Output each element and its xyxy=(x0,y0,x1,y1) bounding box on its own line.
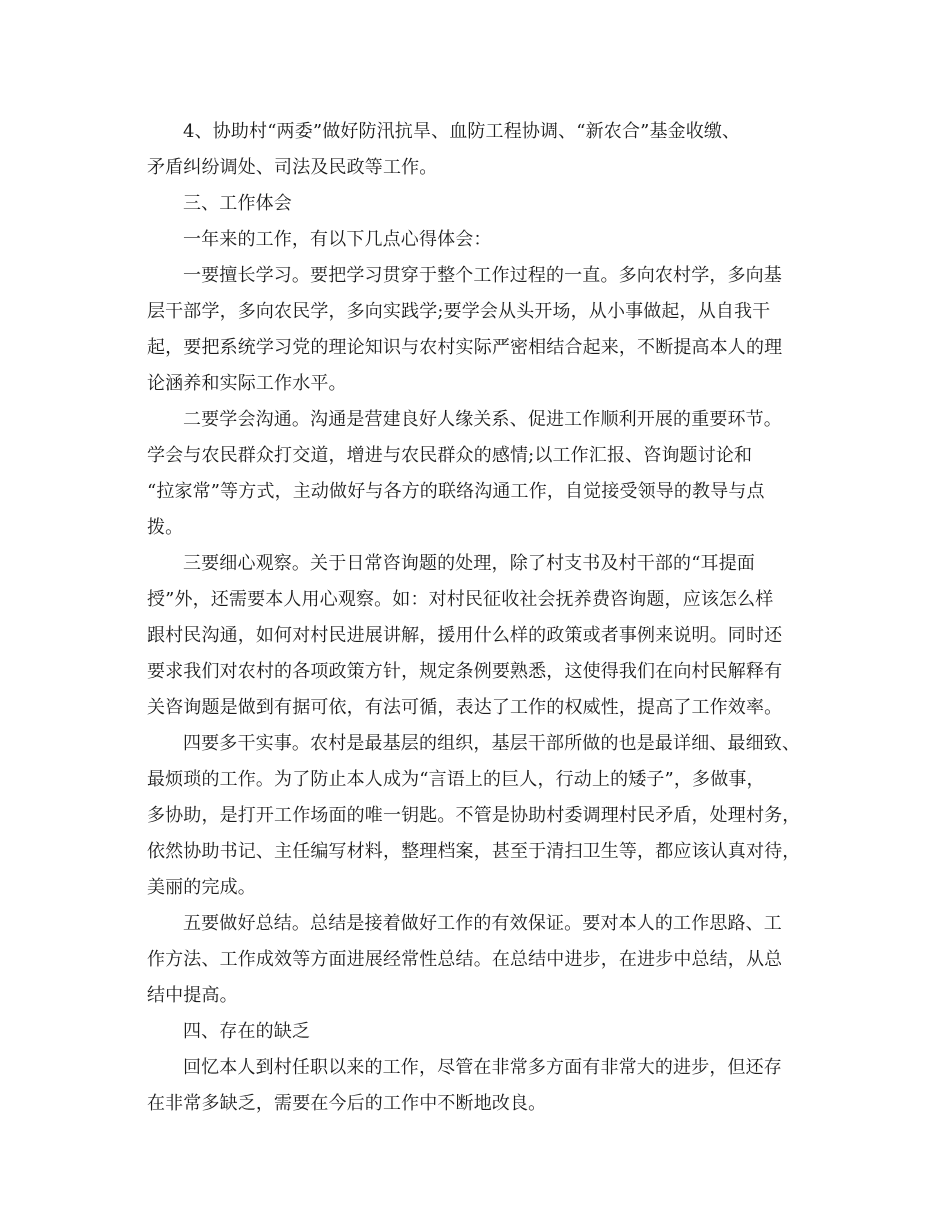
section-heading: 四、存在的缺乏 xyxy=(183,1021,311,1042)
paragraph-line: 论涵养和实际工作水平。 xyxy=(147,373,347,394)
paragraph-line: 美丽的完成。 xyxy=(147,877,256,898)
paragraph-line: 层干部学，多向农民学，多向实践学;要学会从头开场，从小事做起，从自我干 xyxy=(147,301,771,322)
paragraph-line: 依然协助书记、主任编写材料，整理档案，甚至于清扫卫生等，都应该认真对待， xyxy=(147,841,801,862)
paragraph-line: 最烦琐的工作。为了防止本人成为“言语上的巨人，行动上的矮子”，多做事， xyxy=(147,769,765,790)
paragraph-line: 关咨询题是做到有据可依，有法可循，表达了工作的权威性，提高了工作效率。 xyxy=(147,697,783,718)
paragraph-line: “拉家常”等方式，主动做好与各方的联络沟通工作，自觉接受领导的教导与点 xyxy=(147,481,765,502)
paragraph-line: 要求我们对农村的各项政策方针，规定条例要熟悉，这使得我们在向村民解释有 xyxy=(147,661,783,682)
paragraph-line: 五要做好总结。总结是接着做好工作的有效保证。要对本人的工作思路、工 xyxy=(183,913,782,934)
paragraph-line: 4、协助村“两委”做好防汛抗旱、血防工程协调、“新农合”基金收缴、 xyxy=(183,121,741,142)
paragraph-line: 二要学会沟通。沟通是营建良好人缘关系、促进工作顺利开展的重要环节。 xyxy=(183,409,782,430)
paragraph-line: 三要细心观察。关于日常咨询题的处理，除了村支书及村干部的“耳提面 xyxy=(183,553,755,574)
paragraph-line: 跟村民沟通，如何对村民进展讲解，援用什么样的政策或者事例来说明。同时还 xyxy=(147,625,783,646)
paragraph-line: 起，要把系统学习党的理论知识与农村实际严密相结合起来，不断提高本人的理 xyxy=(147,337,783,358)
paragraph-line: 回忆本人到村任职以来的工作，尽管在非常多方面有非常大的进步，但还存 xyxy=(183,1057,782,1078)
paragraph-line: 结中提高。 xyxy=(147,985,238,1006)
paragraph-line: 授”外，还需要本人用心观察。如：对村民征收社会抚养费咨询题，应该怎么样 xyxy=(147,589,774,610)
paragraph-line: 四要多干实事。农村是最基层的组织，基层干部所做的也是最详细、最细致、 xyxy=(183,733,801,754)
paragraph-line: 一要擅长学习。要把学习贯穿于整个工作过程的一直。多向农村学，多向基 xyxy=(183,265,782,286)
paragraph-line: 拨。 xyxy=(147,517,184,538)
paragraph-line: 在非常多缺乏，需要在今后的工作中不断地改良。 xyxy=(147,1093,547,1114)
paragraph-line: 一年来的工作，有以下几点心得体会： xyxy=(183,229,492,250)
paragraph-line: 学会与农民群众打交道，增进与农民群众的感情;以工作汇报、咨询题讨论和 xyxy=(147,445,753,466)
paragraph-line: 矛盾纠纷调处、司法及民政等工作。 xyxy=(147,157,438,178)
section-heading: 三、工作体会 xyxy=(183,193,292,214)
paragraph-line: 作方法、工作成效等方面进展经常性总结。在总结中进步，在进步中总结，从总 xyxy=(147,949,783,970)
paragraph-line: 多协助，是打开工作场面的唯一钥匙。不管是协助村委调理村民矛盾，处理村务， xyxy=(147,805,801,826)
